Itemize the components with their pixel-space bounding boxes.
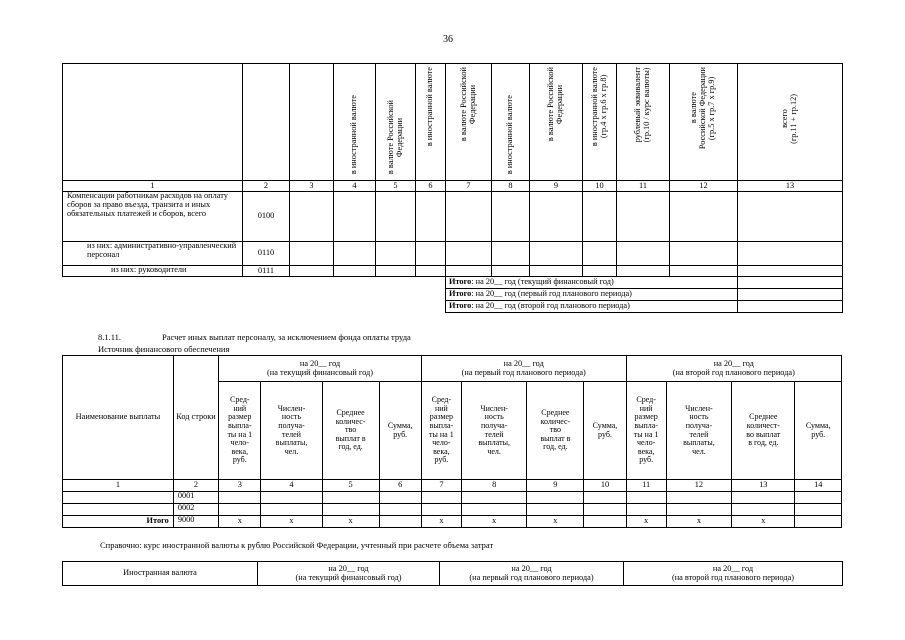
data-cell[interactable] — [666, 492, 731, 504]
x-mark: x — [626, 516, 666, 528]
data-cell[interactable] — [376, 192, 416, 242]
data-cell[interactable] — [732, 504, 795, 516]
total-label-first-plan: Итого: на 20__ год (первый год планового периода) — [446, 289, 738, 301]
column-number-row — [63, 480, 842, 492]
total-label-current: Итого: на 20__ год (текущий финансовый год) — [446, 277, 738, 289]
data-cell[interactable] — [738, 266, 843, 277]
col-number: 6 — [379, 480, 421, 492]
data-cell[interactable] — [617, 242, 670, 266]
data-cell[interactable] — [795, 492, 842, 504]
col-number: 2 — [173, 480, 218, 492]
table-row — [63, 242, 843, 266]
data-cell[interactable] — [334, 266, 376, 277]
x-mark: x — [732, 516, 795, 528]
col-number: 5 — [376, 181, 416, 192]
header-cell-empty — [243, 64, 290, 181]
data-cell[interactable] — [376, 242, 416, 266]
col-number: 6 — [416, 181, 446, 192]
payment-name-header: Наименование выплаты — [63, 356, 174, 480]
header-cell: рублевый эквивалент (гр.10 / курс валюты) — [617, 64, 670, 181]
avg-count-header: Среднее количес- тво выплат в год, ед. — [527, 382, 584, 480]
data-cell[interactable] — [322, 504, 379, 516]
page-number: 36 — [443, 34, 453, 45]
currency-header: Иностранная валюта — [63, 562, 258, 586]
header-cell: в иностранной валюте (гр.4 х гр.6 х гр.8) — [583, 64, 617, 181]
header-row — [63, 64, 843, 181]
section-heading — [98, 332, 411, 342]
data-cell[interactable] — [416, 266, 446, 277]
data-cell[interactable] — [738, 192, 843, 242]
col-number: 1 — [63, 181, 243, 192]
col-number: 7 — [446, 181, 492, 192]
header-cell: в валюте Российской Федерации — [530, 64, 583, 181]
section-number: 8.1.11. — [98, 332, 122, 342]
total-label: Итого — [63, 516, 174, 528]
sum-header: Сумма, руб. — [379, 382, 421, 480]
total-sum-cell[interactable] — [795, 516, 842, 528]
data-cell[interactable] — [527, 504, 584, 516]
recipients-header: Числен- ность получа- телей выплаты, чел. — [261, 382, 322, 480]
col-number: 3 — [219, 480, 261, 492]
total-value-cell[interactable] — [738, 277, 843, 289]
data-cell[interactable] — [732, 492, 795, 504]
table-row — [63, 192, 843, 242]
data-cell[interactable] — [379, 504, 421, 516]
expenses-table — [62, 63, 843, 313]
data-cell[interactable] — [376, 266, 416, 277]
col-number: 9 — [530, 181, 583, 192]
row-name: из них: административно-управленческий персонал — [63, 242, 243, 266]
period-header-row — [63, 356, 842, 382]
x-mark: x — [527, 516, 584, 528]
total-row — [63, 277, 843, 289]
data-cell[interactable] — [461, 492, 526, 504]
row-code: 0002 — [173, 504, 218, 516]
data-cell[interactable] — [290, 242, 334, 266]
header-row — [63, 562, 843, 586]
period-header-current: на 20__ год (на текущий финансовый год) — [219, 356, 422, 382]
row-code: 0110 — [243, 242, 290, 266]
data-cell[interactable] — [446, 266, 492, 277]
row-code: 0100 — [243, 192, 290, 242]
period-header-current: на 20__ год (на текущий финансовый год) — [258, 562, 440, 586]
recipients-header: Числен- ность получа- телей выплаты, чел. — [461, 382, 526, 480]
data-cell[interactable] — [219, 492, 261, 504]
data-cell[interactable] — [584, 492, 626, 504]
payment-name-cell[interactable] — [63, 504, 174, 516]
data-cell[interactable] — [583, 266, 617, 277]
row-name: Компенсации работникам расходов на оплату сборов за право въезда, транзита и иных обязательных платежей и сборов, всего — [63, 192, 243, 242]
row-code-header: Код строки — [173, 356, 218, 480]
header-cell: всего (гр.11 + гр.12) — [738, 64, 843, 181]
data-cell[interactable] — [738, 242, 843, 266]
avg-payment-header: Сред- ний размер выпла- ты на 1 чело- века, руб. — [626, 382, 666, 480]
data-cell[interactable] — [617, 266, 670, 277]
total-row — [63, 301, 843, 313]
header-cell: в валюте Российской Федерации — [376, 64, 416, 181]
data-cell[interactable] — [421, 492, 461, 504]
data-cell[interactable] — [666, 504, 731, 516]
data-cell[interactable] — [290, 192, 334, 242]
table-row — [63, 492, 842, 504]
recipients-header: Числен- ность получа- телей выплаты, чел. — [666, 382, 731, 480]
data-cell[interactable] — [416, 242, 446, 266]
data-cell[interactable] — [617, 192, 670, 242]
x-mark: x — [666, 516, 731, 528]
col-number: 4 — [261, 480, 322, 492]
data-cell[interactable] — [670, 192, 738, 242]
col-number: 4 — [334, 181, 376, 192]
data-cell[interactable] — [219, 504, 261, 516]
row-code: 0111 — [243, 266, 290, 277]
table-row — [63, 504, 842, 516]
data-cell[interactable] — [461, 504, 526, 516]
x-mark: x — [322, 516, 379, 528]
col-number: 12 — [666, 480, 731, 492]
data-cell[interactable] — [334, 242, 376, 266]
section-title: Расчет иных выплат персоналу, за исключением фонда оплаты труда — [162, 332, 411, 342]
data-cell[interactable] — [530, 266, 583, 277]
avg-payment-header: Сред- ний размер выпла- ты на 1 чело- века, руб. — [421, 382, 461, 480]
header-cell: в иностранной валюте — [492, 64, 530, 181]
total-code: 9000 — [173, 516, 218, 528]
period-header-second-plan: на 20__ год (на второй год планового периода) — [626, 356, 841, 382]
x-mark: x — [421, 516, 461, 528]
data-cell[interactable] — [446, 192, 492, 242]
data-cell[interactable] — [583, 242, 617, 266]
other-payments-table — [62, 355, 842, 528]
data-cell[interactable] — [322, 492, 379, 504]
data-cell[interactable] — [626, 492, 666, 504]
col-number: 13 — [732, 480, 795, 492]
col-number: 1 — [63, 480, 174, 492]
col-number: 10 — [584, 480, 626, 492]
header-cell: в иностранной валюте — [334, 64, 376, 181]
total-label-second-plan: Итого: на 20__ год (второй год планового периода) — [446, 301, 738, 313]
data-cell[interactable] — [492, 266, 530, 277]
x-mark: x — [461, 516, 526, 528]
data-cell[interactable] — [530, 192, 583, 242]
data-cell[interactable] — [421, 504, 461, 516]
total-sum-cell[interactable] — [584, 516, 626, 528]
col-number: 5 — [322, 480, 379, 492]
header-cell: в иностранной валюте — [416, 64, 446, 181]
sum-header: Сумма, руб. — [795, 382, 842, 480]
total-value-cell[interactable] — [738, 301, 843, 313]
col-number: 14 — [795, 480, 842, 492]
reference-note: Справочно: курс иностранной валюты к рублю Российской Федерации, учтенный при расчете объема затрат — [100, 540, 494, 550]
data-cell[interactable] — [446, 242, 492, 266]
total-row — [63, 289, 843, 301]
col-number: 3 — [290, 181, 334, 192]
header-cell: в валюте Российской Федерации — [446, 64, 492, 181]
period-header-first-plan: на 20__ год (на первый год планового периода) — [440, 562, 624, 586]
col-number: 2 — [243, 181, 290, 192]
data-cell[interactable] — [261, 504, 322, 516]
col-number: 7 — [421, 480, 461, 492]
exchange-rate-table — [62, 561, 843, 586]
data-cell[interactable] — [584, 504, 626, 516]
period-header-first-plan: на 20__ год (на первый год планового периода) — [421, 356, 626, 382]
total-sum-cell[interactable] — [379, 516, 421, 528]
column-number-row — [63, 181, 843, 192]
data-cell[interactable] — [261, 492, 322, 504]
col-number: 9 — [527, 480, 584, 492]
total-value-cell[interactable] — [738, 289, 843, 301]
avg-payment-header: Сред- ний размер выпла- ты на 1 чело- века, руб. — [219, 382, 261, 480]
data-cell[interactable] — [492, 192, 530, 242]
col-number: 10 — [583, 181, 617, 192]
x-mark: x — [261, 516, 322, 528]
col-number: 11 — [617, 181, 670, 192]
data-cell[interactable] — [334, 192, 376, 242]
col-number: 11 — [626, 480, 666, 492]
data-cell[interactable] — [583, 192, 617, 242]
funding-source-label: Источник финансового обеспечения — [98, 344, 230, 354]
col-number: 12 — [670, 181, 738, 192]
row-name: из них: руководители — [63, 266, 243, 277]
col-number: 8 — [492, 181, 530, 192]
data-cell[interactable] — [492, 242, 530, 266]
col-number: 13 — [738, 181, 843, 192]
col-number: 8 — [461, 480, 526, 492]
data-cell[interactable] — [670, 266, 738, 277]
data-cell[interactable] — [795, 504, 842, 516]
table-row — [63, 266, 843, 277]
data-cell[interactable] — [530, 242, 583, 266]
data-cell[interactable] — [670, 242, 738, 266]
data-cell[interactable] — [290, 266, 334, 277]
payment-name-cell[interactable] — [63, 492, 174, 504]
header-cell-empty — [63, 64, 243, 181]
period-header-second-plan: на 20__ год (на второй год планового периода) — [624, 562, 843, 586]
header-cell-empty — [290, 64, 334, 181]
data-cell[interactable] — [527, 492, 584, 504]
data-cell[interactable] — [379, 492, 421, 504]
header-cell: в валюте Российской Федерации (гр.5 х гр.7 х гр.9) — [670, 64, 738, 181]
avg-count-header: Среднее количест- во выплат в год, ед. — [732, 382, 795, 480]
total-row — [63, 516, 842, 528]
avg-count-header: Среднее количес- тво выплат в год, ед. — [322, 382, 379, 480]
x-mark: x — [219, 516, 261, 528]
data-cell[interactable] — [416, 192, 446, 242]
sum-header: Сумма, руб. — [584, 382, 626, 480]
data-cell[interactable] — [626, 504, 666, 516]
row-code: 0001 — [173, 492, 218, 504]
